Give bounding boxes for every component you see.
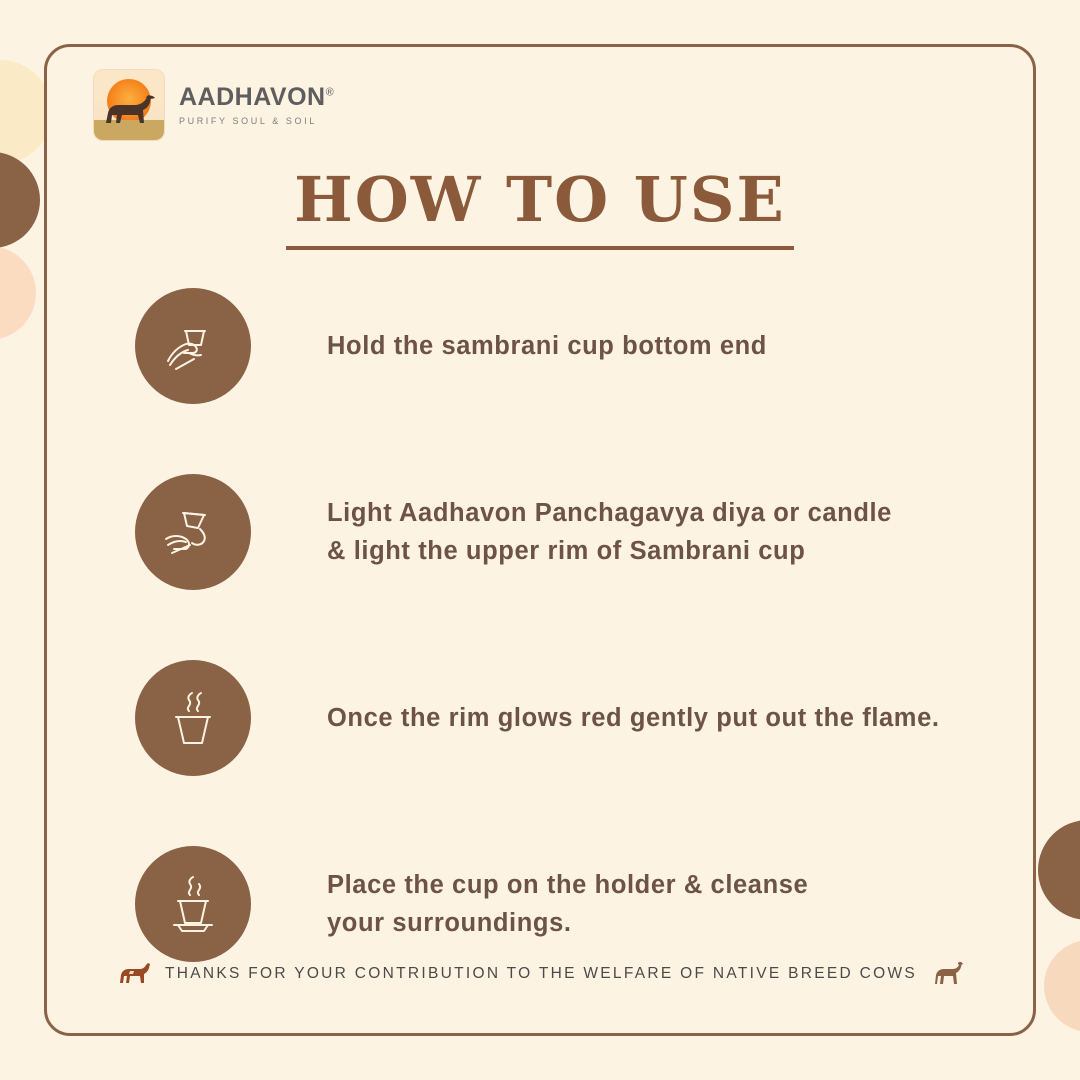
smoking-cup-icon [135, 660, 251, 776]
cow-icon [102, 93, 156, 129]
sun-over-cow-icon [93, 69, 165, 141]
step-line: your surroundings. [327, 909, 572, 937]
page-title: HOW TO USE [286, 167, 794, 250]
registered-mark: ® [325, 86, 335, 99]
step-line: Place the cup on the holder & cleanse [327, 870, 809, 899]
cup-on-holder-icon [135, 846, 251, 962]
step-line: Light Aadhavon Panchagavya diya or candle [327, 498, 892, 527]
steps-list [93, 253, 993, 997]
footer-text: THANKS FOR YOUR CONTRIBUTION TO THE WELFARE OF NATIVE BREED COWS [164, 965, 918, 982]
footer [87, 961, 993, 987]
list-item [93, 439, 993, 625]
brand-lockup [93, 69, 334, 141]
cow-icon [931, 961, 963, 987]
list-item [93, 253, 993, 439]
step-line: Once the rim glows red gently put out the flame. [327, 703, 940, 732]
step-text [327, 327, 767, 365]
decorative-blob [1044, 940, 1080, 1032]
brand-tagline: PURIFY SOUL & SOIL [179, 115, 317, 126]
brand-name [179, 82, 335, 111]
brand-name-text: AADHAVON [179, 82, 326, 111]
page-title-wrap [47, 163, 1033, 250]
step-line: & light the upper rim of Sambrani cup [327, 537, 806, 565]
hand-lighting-cup-icon [135, 474, 251, 590]
poster-card [44, 44, 1036, 1036]
decorative-blob [1038, 820, 1080, 920]
step-text [327, 494, 892, 571]
hand-holding-cup-icon [135, 288, 251, 404]
list-item [93, 625, 993, 811]
step-line: Hold the sambrani cup bottom end [327, 331, 767, 360]
step-text [327, 866, 808, 943]
decorative-blob [0, 246, 36, 340]
step-text [327, 699, 940, 737]
decorative-blob [0, 152, 40, 248]
brand-text [179, 82, 335, 126]
cow-icon [117, 962, 151, 986]
